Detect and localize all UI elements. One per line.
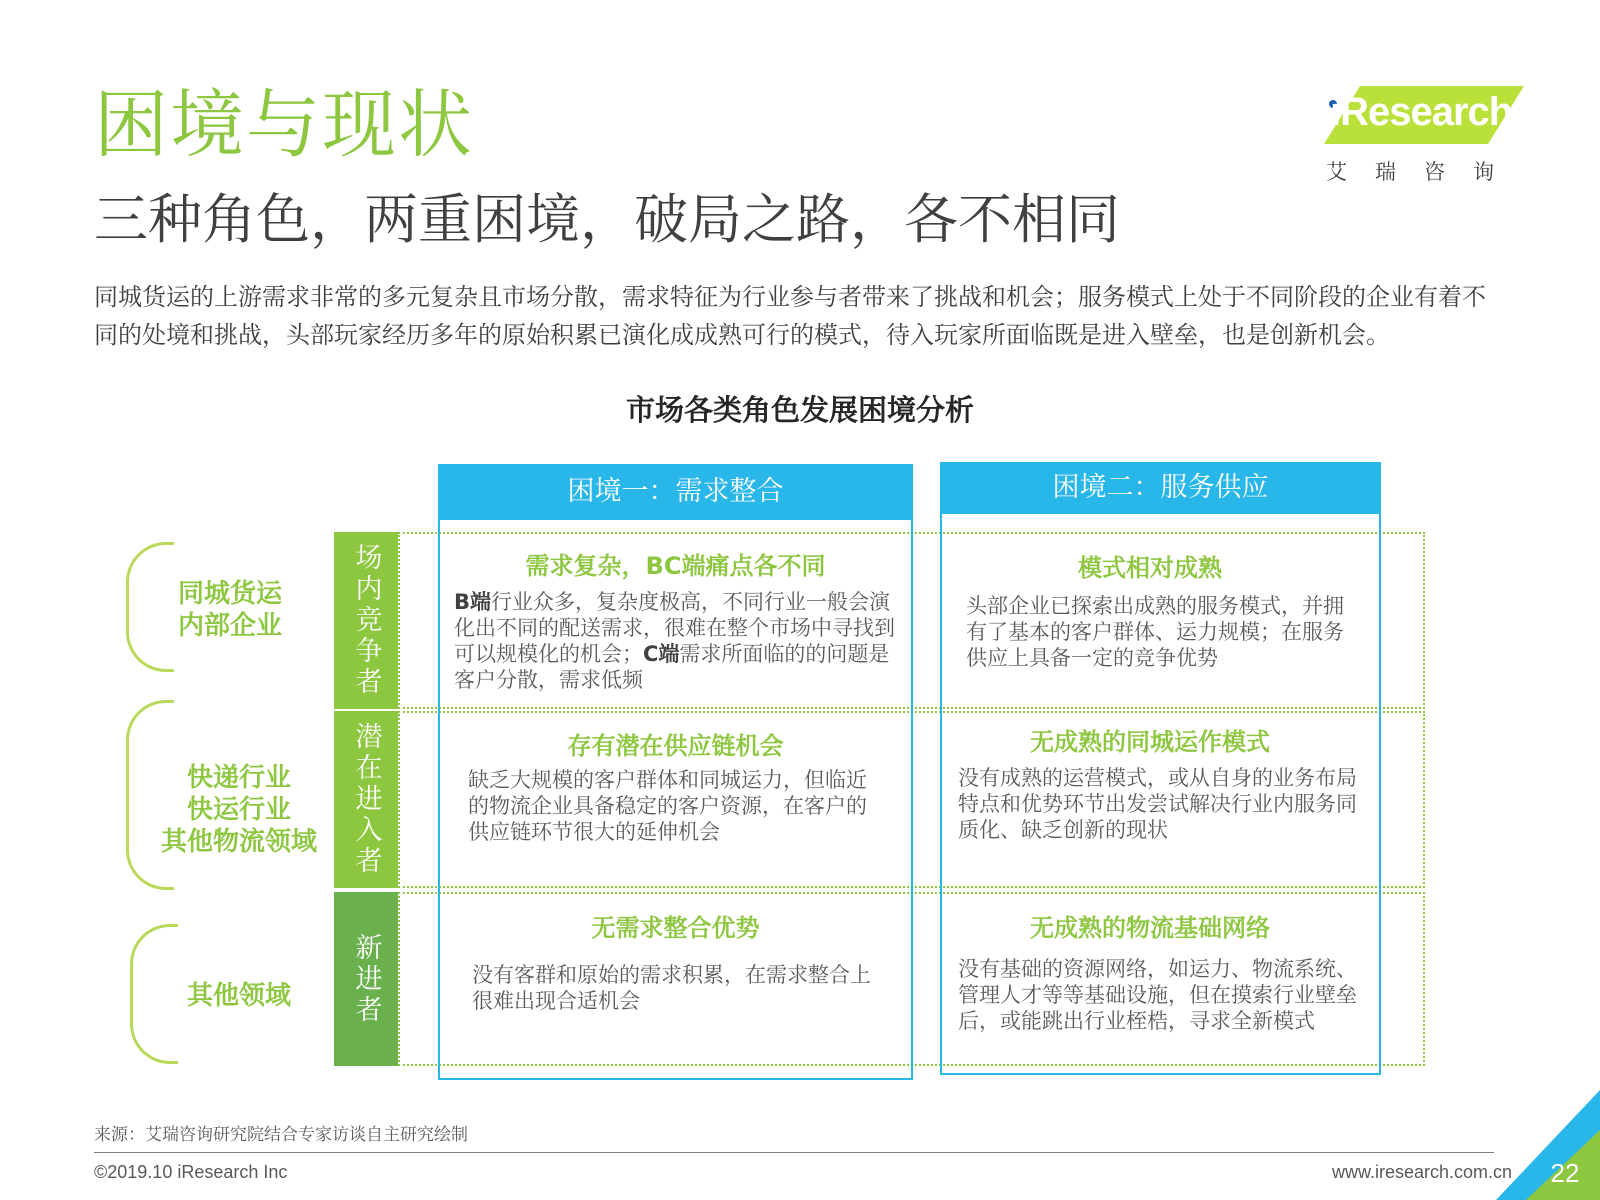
cell-r2c2-body: 没有成熟的运营模式，或从自身的业务布局特点和优势环节出发尝试解决行业内服务同质化、缺乏创新的现状 <box>958 766 1357 842</box>
logo-cn: 艾瑞咨询 <box>1326 160 1522 184</box>
group-label-3: 其他领域 <box>186 981 291 1011</box>
group-label-1: 同城货运 内部企业 <box>177 579 282 641</box>
intro-paragraph: 同城货运的上游需求非常的多元复杂且市场分散，需求特征为行业参与者带来了挑战和机会；服务模式上处于不同阶段的企业有着不同的处境和挑战，头部玩家经历多年的原始积累已演化成成熟可行的模式，待入玩家所面临既是进入壁垒，也是创新机会。 <box>94 283 1486 349</box>
chart-title: 市场各类角色发展困境分析 <box>625 393 974 427</box>
cell-r3c1-body: 没有客群和原始的需求积累，在需求整合上很难出现合适机会 <box>472 963 871 1013</box>
footer-divider <box>94 1152 1494 1153</box>
column-header-1: 困境一：需求整合 <box>438 464 913 520</box>
page-title: 困境与现状 <box>94 82 474 168</box>
copyright: ©2019.10 iResearch Inc <box>94 1162 288 1182</box>
cell-r2c1-head: 存有潜在供应链机会 <box>567 732 784 760</box>
iresearch-logo <box>1320 84 1530 184</box>
cell-r1c2-body: 头部企业已探索出成熟的服务模式，并拥有了基本的客户群体、运力规模；在服务供应上具备一定的竞争优势 <box>966 594 1344 670</box>
column-header-2: 困境二：服务供应 <box>940 462 1381 514</box>
cell-r3c1-head: 无需求整合优势 <box>591 914 760 942</box>
cell-r1c1-body: B端行业众多，复杂度极高，不同行业一般会演化出不同的配送需求，很难在整个市场中寻找到可以规模化的机会；C端需求所面临的的问题是客户分散，需求低频 <box>454 590 895 692</box>
cell-r2c1-body: 缺乏大规模的客户群体和同城运力，但临近的物流企业具备稳定的客户资源，在客户的供应链环节很大的延伸机会 <box>468 768 867 844</box>
cell-r1c1-head: 需求复杂，BC端痛点各不同 <box>525 552 826 580</box>
cell-r3c2-head: 无成熟的物流基础网络 <box>1030 914 1270 942</box>
logo-brand: iResearch <box>1330 90 1513 134</box>
page-number: 22 <box>1550 1158 1580 1188</box>
cell-r1c2-head: 模式相对成熟 <box>1078 554 1222 582</box>
group-label-2: 快递行业 快运行业 其他物流领域 <box>160 763 317 857</box>
source-note: 来源：艾瑞咨询研究院结合专家访谈自主研究绘制 <box>94 1125 468 1145</box>
website-link[interactable]: www.iresearch.com.cn <box>1332 1162 1513 1182</box>
role-bar-2: 潜在进入者 <box>334 711 398 888</box>
role-bar-1: 场内竞争者 <box>334 532 398 709</box>
cell-r3c2-body: 没有基础的资源网络，如运力、物流系统、管理人才等等基础设施，但在摸索行业壁垒后，或能跳出行业桎梏，寻求全新模式 <box>958 957 1357 1033</box>
cell-r2c2-head: 无成熟的同城运作模式 <box>1030 728 1270 756</box>
role-bar-3: 新进者 <box>334 892 398 1066</box>
page-subtitle: 三种角色，两重困境，破局之路，各不相同 <box>94 188 1120 251</box>
